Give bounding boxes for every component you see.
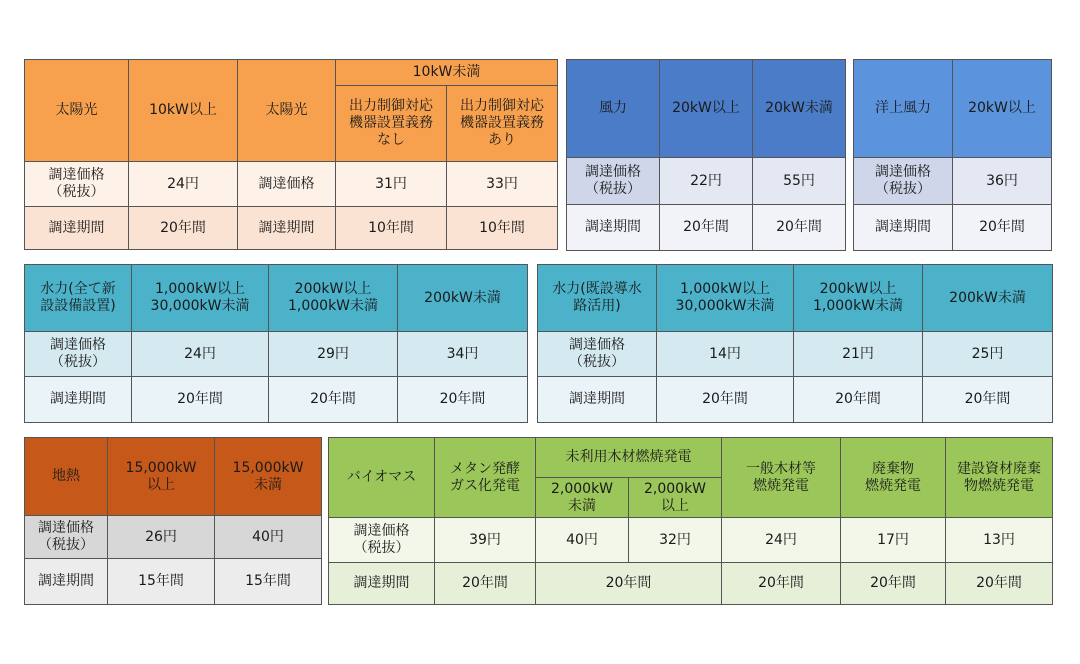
- geothermal-cat-header: 15,000kW 以上: [108, 438, 215, 516]
- solar-header-2: 太陽光: [238, 60, 336, 162]
- solar-sub-no-obligation: 出力制御対応 機器設置義務 なし: [336, 86, 447, 162]
- price-cell: 40円: [215, 516, 322, 559]
- geothermal-table: [24, 437, 322, 605]
- period-label: 調達期間: [854, 205, 953, 251]
- period-cell: 10年間: [447, 207, 558, 250]
- wind-20kw-under-header: 20kW未満: [753, 60, 846, 158]
- geothermal-header: 地熱: [25, 438, 108, 516]
- hydro-cat-header: 1,000kW以上 30,000kW未満: [132, 265, 269, 332]
- period-label: 調達期間: [25, 377, 132, 423]
- period-cell: 20年間: [722, 563, 841, 605]
- price-cell: 29円: [269, 332, 398, 377]
- period-cell: 20年間: [398, 377, 528, 423]
- price-cell: 22円: [660, 158, 753, 205]
- period-cell: 10年間: [336, 207, 447, 250]
- price-cell: 26円: [108, 516, 215, 559]
- period-cell: 20年間: [269, 377, 398, 423]
- hydro-cat-header: 1,000kW以上 30,000kW未満: [657, 265, 794, 332]
- methane-header: メタン発酵 ガス化発電: [435, 438, 536, 518]
- solar-header: 太陽光: [25, 60, 129, 162]
- hydro-cat-header: 200kW未満: [923, 265, 1053, 332]
- hydro-new-table: [24, 264, 528, 423]
- price-cell: 24円: [722, 518, 841, 563]
- period-label: 調達期間: [25, 559, 108, 605]
- price-cell: 40円: [536, 518, 629, 563]
- offshore-wind-header: 洋上風力: [854, 60, 953, 158]
- construction-waste-header: 建設資材廃棄 物燃焼発電: [946, 438, 1053, 518]
- price-label: 調達価格 （税抜）: [25, 516, 108, 559]
- period-cell: 20年間: [923, 377, 1053, 423]
- general-wood-header: 一般木材等 燃焼発電: [722, 438, 841, 518]
- hydro-existing-table: [537, 264, 1053, 423]
- period-label: 調達期間: [329, 563, 435, 605]
- unused-wood-under-2000: 2,000kW 未満: [536, 478, 629, 518]
- solar-10kw-over-header: 10kW以上: [129, 60, 238, 162]
- hydro-new-header: 水力(全て新 設設備設置): [25, 265, 132, 332]
- biomass-header: バイオマス: [329, 438, 435, 518]
- period-cell: 20年間: [794, 377, 923, 423]
- price-cell: 32円: [629, 518, 722, 563]
- period-cell: 20年間: [657, 377, 794, 423]
- offshore-wind-table: [853, 59, 1052, 251]
- period-cell: 20年間: [132, 377, 269, 423]
- hydro-existing-header: 水力(既設導水 路活用): [538, 265, 657, 332]
- price-cell: 33円: [447, 162, 558, 207]
- period-cell: 20年間: [946, 563, 1053, 605]
- offshore-20kw-over-header: 20kW以上: [953, 60, 1052, 158]
- price-cell: 24円: [132, 332, 269, 377]
- period-label: 調達期間: [567, 205, 660, 251]
- period-cell: 20年間: [660, 205, 753, 251]
- price-label: 調達価格 （税抜）: [567, 158, 660, 205]
- price-cell: 25円: [923, 332, 1053, 377]
- solar-table: [24, 59, 558, 250]
- wind-20kw-over-header: 20kW以上: [660, 60, 753, 158]
- hydro-cat-header: 200kW以上 1,000kW未満: [794, 265, 923, 332]
- price-cell: 36円: [953, 158, 1052, 205]
- price-label: 調達価格 （税抜）: [25, 332, 132, 377]
- unused-wood-group: 未利用木材燃焼発電: [536, 438, 722, 478]
- solar-under-10kw-group: 10kW未満: [336, 60, 558, 86]
- price-cell: 21円: [794, 332, 923, 377]
- waste-header: 廃棄物 燃焼発電: [841, 438, 946, 518]
- price-label: 調達価格: [238, 162, 336, 207]
- price-cell: 31円: [336, 162, 447, 207]
- period-cell: 15年間: [108, 559, 215, 605]
- price-label: 調達価格 （税抜）: [538, 332, 657, 377]
- price-cell: 24円: [129, 162, 238, 207]
- period-cell: 20年間: [953, 205, 1052, 251]
- solar-sub-obligation: 出力制御対応 機器設置義務 あり: [447, 86, 558, 162]
- price-label: 調達価格 （税抜）: [25, 162, 129, 207]
- price-cell: 39円: [435, 518, 536, 563]
- price-label: 調達価格 （税抜）: [329, 518, 435, 563]
- period-cell: 20年間: [435, 563, 536, 605]
- period-label: 調達期間: [238, 207, 336, 250]
- period-cell: 15年間: [215, 559, 322, 605]
- period-cell: 20年間: [841, 563, 946, 605]
- period-cell: 20年間: [129, 207, 238, 250]
- price-cell: 17円: [841, 518, 946, 563]
- wind-header: 風力: [567, 60, 660, 158]
- price-cell: 13円: [946, 518, 1053, 563]
- biomass-table: [328, 437, 1053, 605]
- geothermal-cat-header: 15,000kW 未満: [215, 438, 322, 516]
- price-cell: 14円: [657, 332, 794, 377]
- price-cell: 34円: [398, 332, 528, 377]
- wind-table: [566, 59, 846, 251]
- period-label: 調達期間: [25, 207, 129, 250]
- hydro-cat-header: 200kW以上 1,000kW未満: [269, 265, 398, 332]
- period-label: 調達期間: [538, 377, 657, 423]
- price-cell: 55円: [753, 158, 846, 205]
- unused-wood-over-2000: 2,000kW 以上: [629, 478, 722, 518]
- hydro-cat-header: 200kW未満: [398, 265, 528, 332]
- period-cell: 20年間: [536, 563, 722, 605]
- period-cell: 20年間: [753, 205, 846, 251]
- price-label: 調達価格 （税抜）: [854, 158, 953, 205]
